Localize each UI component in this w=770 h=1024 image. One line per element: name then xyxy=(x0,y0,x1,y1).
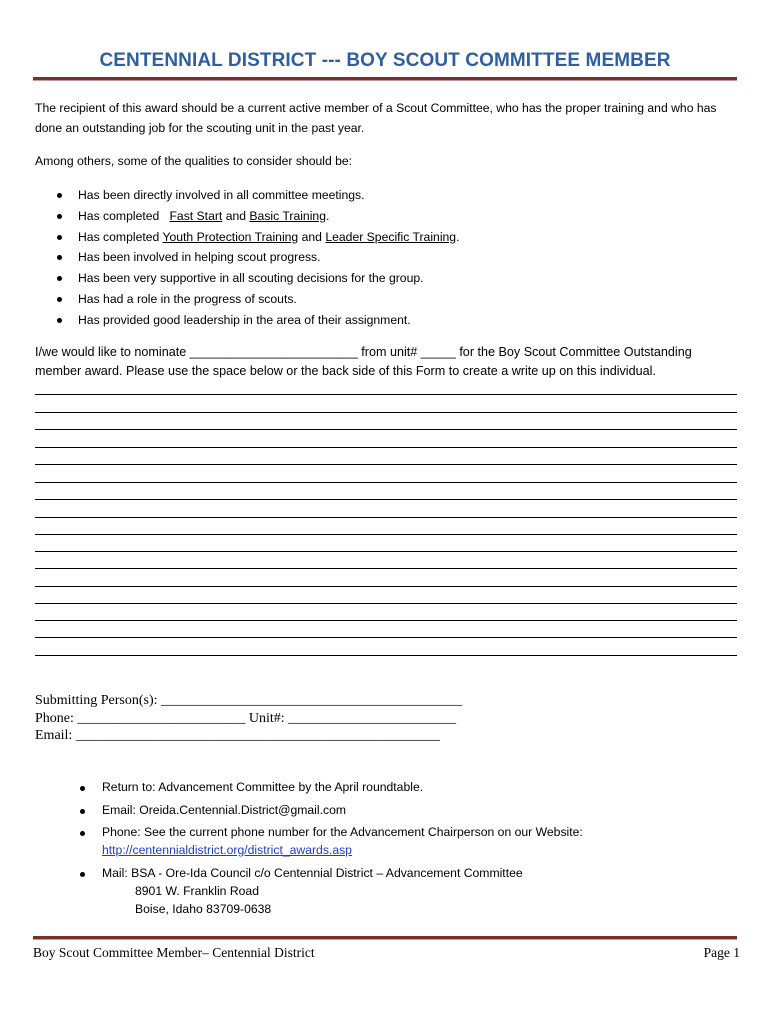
list-item xyxy=(78,778,583,796)
writeup-line[interactable] xyxy=(35,429,737,430)
list-item xyxy=(55,268,459,289)
phone-unit-field[interactable]: Phone: ________________________ Unit#: ________________________ xyxy=(35,710,457,726)
mail-info-text: Mail: BSA - Ore-Ida Council c/o Centennial District – Advancement Committee xyxy=(102,865,523,880)
list-item xyxy=(55,206,459,227)
leader-specific-link[interactable]: Leader Specific Training xyxy=(325,229,457,244)
quality-text: . xyxy=(325,208,330,223)
writeup-line[interactable] xyxy=(35,655,737,656)
quality-text: Has been involved in helping scout progress. xyxy=(78,250,321,265)
writeup-line[interactable] xyxy=(35,499,737,500)
writeup-line[interactable] xyxy=(35,551,737,552)
writeup-line[interactable] xyxy=(35,620,737,621)
qualities-intro: Among others, some of the qualities to consider should be: xyxy=(35,154,353,168)
email-field[interactable]: Email: ____________________________________________________ xyxy=(35,728,440,743)
list-item xyxy=(78,823,583,859)
intro-paragraph: The recipient of this award should be a current active member of a Scout Committee, who has the proper training and who has done an outstanding job for the scouting unit in the past year. xyxy=(35,101,717,135)
title-divider-shadow xyxy=(33,80,737,81)
contact-email-text: Email: Oreida.Centennial.District@gmail.com xyxy=(102,802,347,817)
phone-info-text: Phone: See the current phone number for the Advancement Chairperson on our Website: xyxy=(102,825,583,839)
writeup-line[interactable] xyxy=(35,394,737,395)
address-line-2: Boise, Idaho 83709-0638 xyxy=(135,901,272,916)
quality-text: Has provided good leadership in the area of their assignment. xyxy=(78,312,411,327)
writeup-line[interactable] xyxy=(35,586,737,587)
nomination-statement: I/we would like to nominate ________________________ from unit# _____ for the Boy Scout Committee Outstanding member award. Please use the space below or the back side of this Form to create a write up on this individual. xyxy=(35,345,692,378)
writeup-line[interactable] xyxy=(35,412,737,413)
list-item xyxy=(55,310,459,331)
submitter-section xyxy=(35,692,462,745)
address-line-1: 8901 W. Franklin Road xyxy=(135,883,259,898)
submitting-person-field[interactable]: Submitting Person(s): ___________________________________________ xyxy=(35,693,463,708)
youth-protection-link[interactable]: Youth Protection Training xyxy=(162,229,299,244)
quality-text: and xyxy=(225,208,247,223)
qualities-list xyxy=(55,185,459,331)
footer-title: Boy Scout Committee Member– Centennial District xyxy=(33,945,315,960)
list-item xyxy=(55,289,459,310)
writeup-line[interactable] xyxy=(35,464,737,465)
footer-divider-shadow xyxy=(33,939,737,940)
quality-text: Has been very supportive in all scouting decisions for the group. xyxy=(78,271,424,286)
writeup-line[interactable] xyxy=(35,568,737,569)
quality-text: Has been directly involved in all committee meetings. xyxy=(78,188,365,202)
page-number: Page 1 xyxy=(703,945,740,960)
list-item xyxy=(55,227,459,248)
list-item xyxy=(78,801,583,819)
quality-text: Has completed xyxy=(78,229,160,244)
writeup-line[interactable] xyxy=(35,637,737,638)
writeup-line[interactable] xyxy=(35,603,737,604)
writeup-line[interactable] xyxy=(35,482,737,483)
return-to-text: Return to: Advancement Committee by the April roundtable. xyxy=(102,780,424,794)
quality-text: and xyxy=(301,229,322,244)
quality-text: Has had a role in the progress of scouts. xyxy=(78,291,297,306)
quality-text: Has completed xyxy=(78,208,160,223)
quality-text: . xyxy=(456,229,460,244)
list-item xyxy=(55,247,459,268)
website-link[interactable]: http://centennialdistrict.org/district_awards.asp xyxy=(102,843,352,857)
fast-start-link[interactable]: Fast Start xyxy=(169,208,223,223)
list-item xyxy=(78,864,583,918)
writeup-line[interactable] xyxy=(35,534,737,535)
return-info-list xyxy=(78,778,583,922)
basic-training-link[interactable]: Basic Training xyxy=(249,208,326,223)
page-title: CENTENNIAL DISTRICT --- BOY SCOUT COMMITTEE MEMBER xyxy=(99,50,671,71)
list-item xyxy=(55,185,459,206)
writeup-line[interactable] xyxy=(35,447,737,448)
writeup-line[interactable] xyxy=(35,517,737,518)
